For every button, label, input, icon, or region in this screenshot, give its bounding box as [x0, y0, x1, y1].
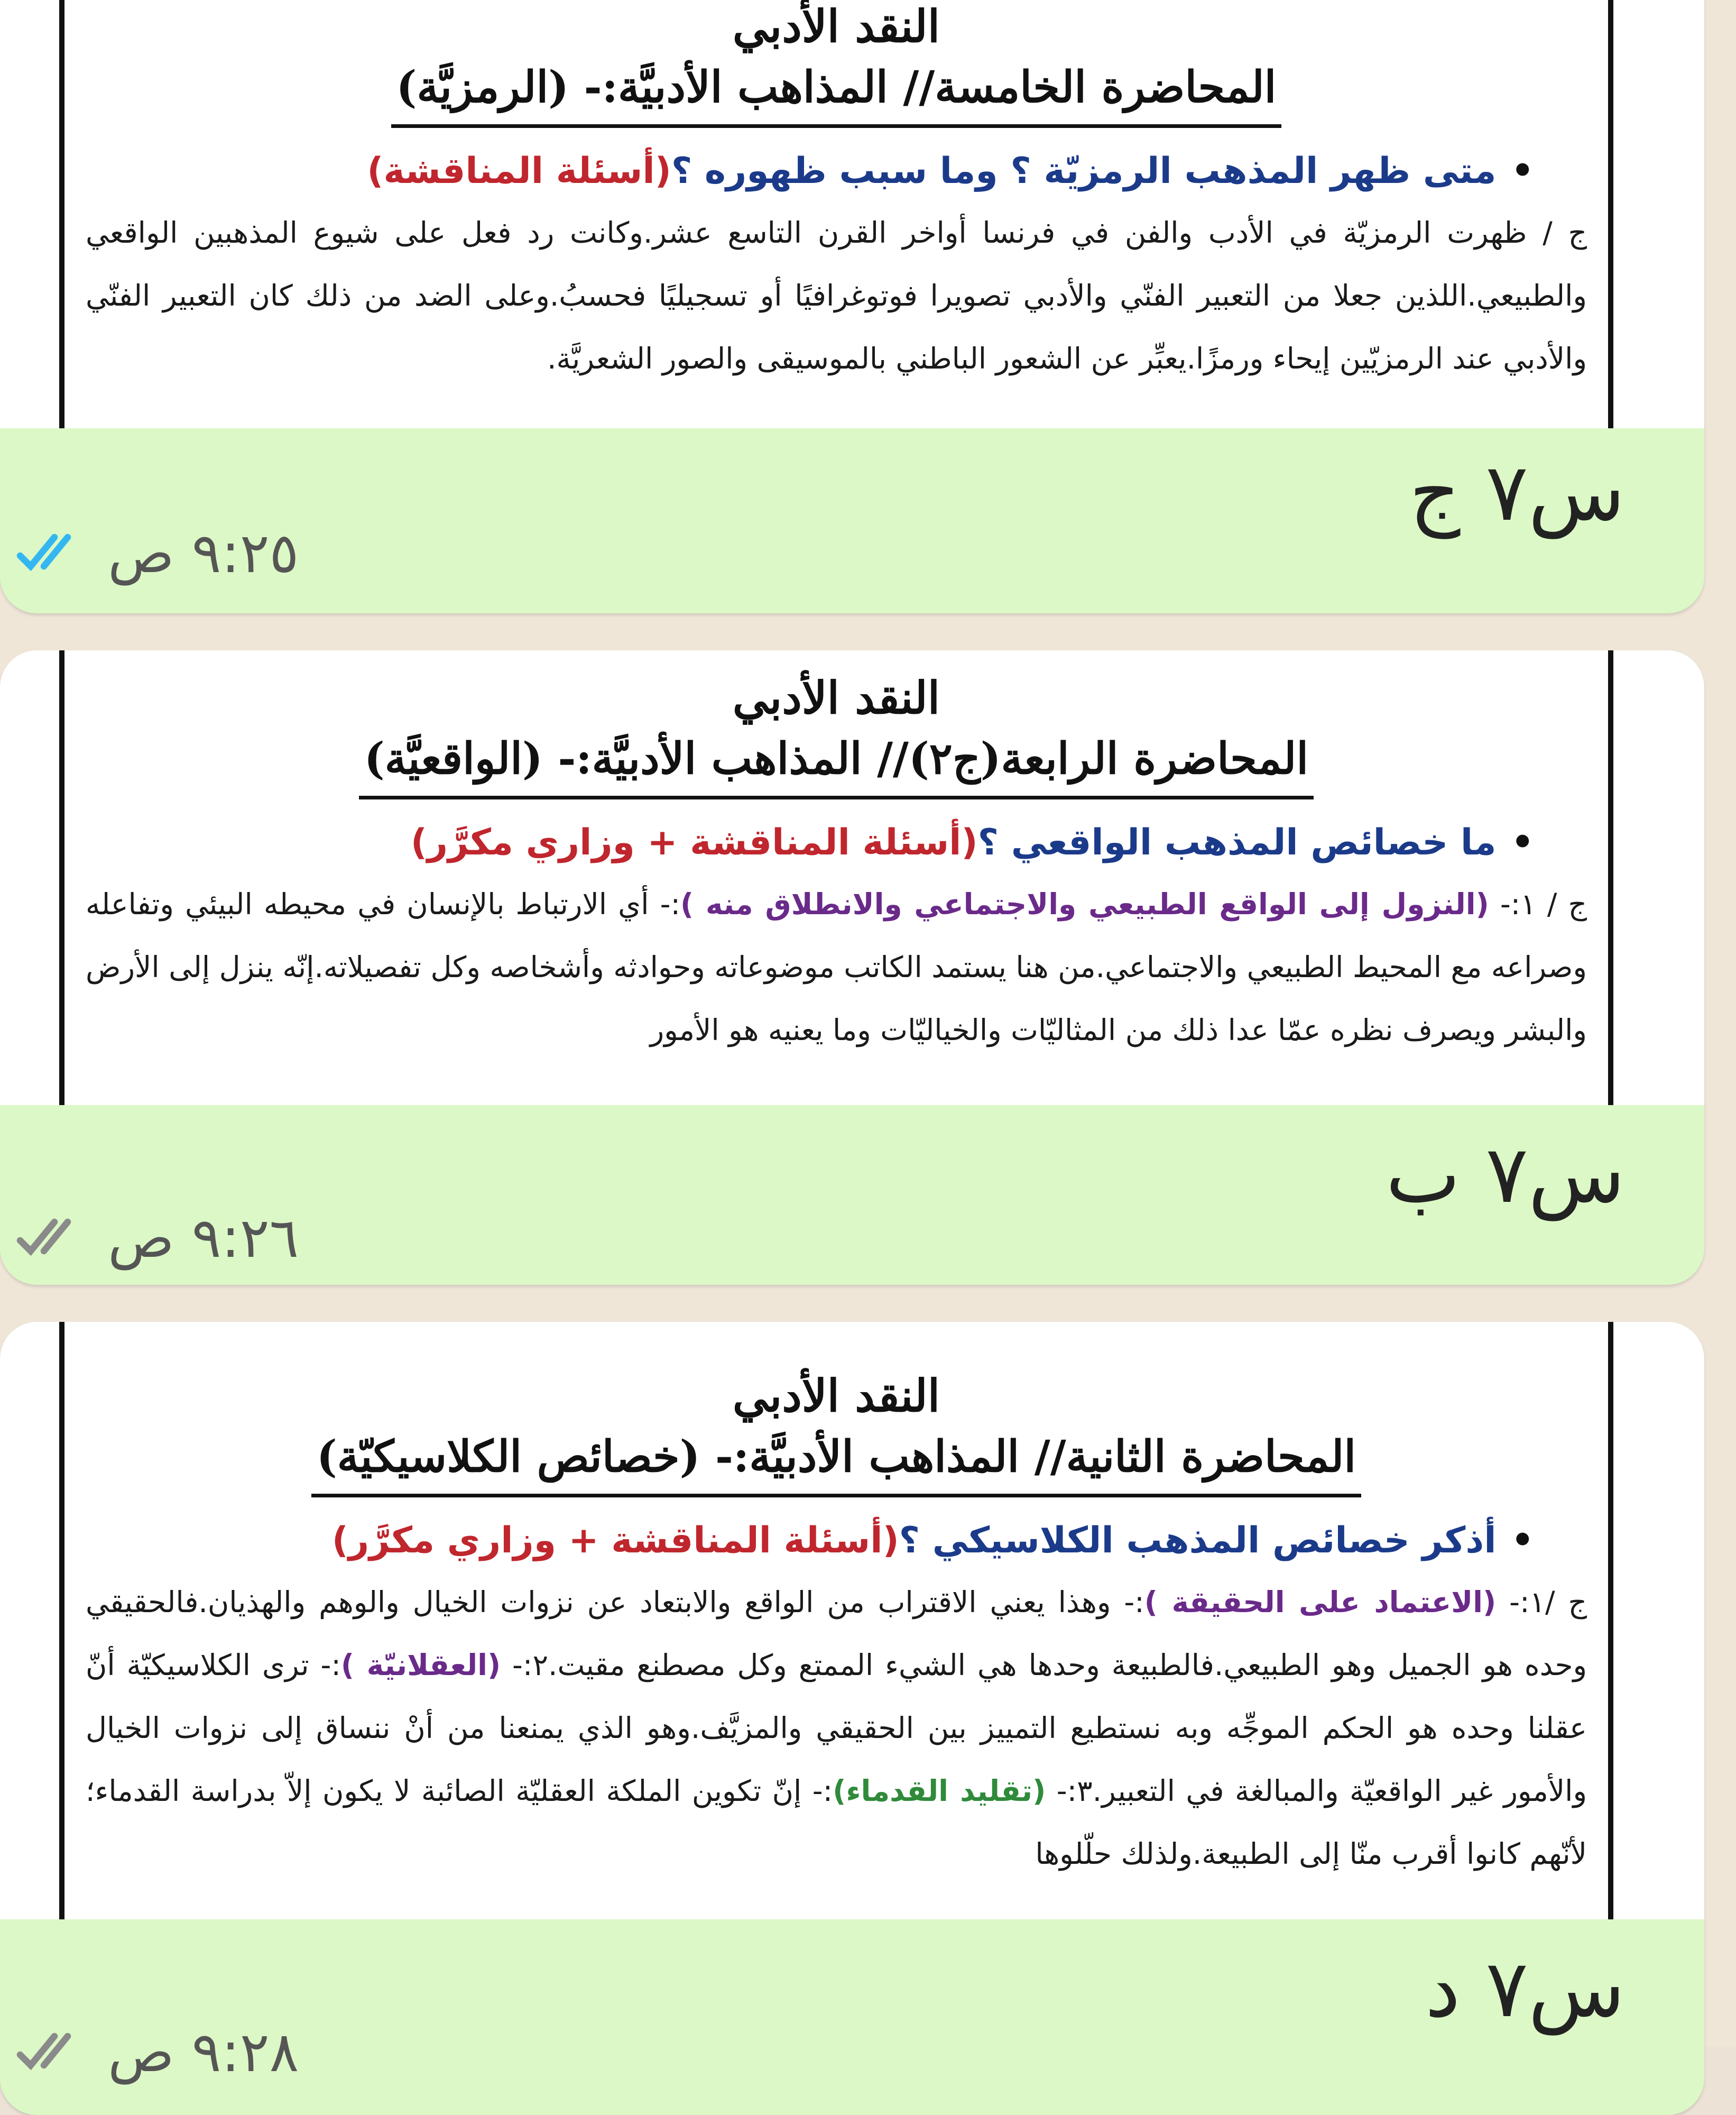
message-meta [15, 1206, 299, 1270]
answer-highlight: (تقليد القدماء) [833, 1774, 1046, 1808]
answer-highlight: (الاعتماد على الحقيقة ) [1144, 1585, 1497, 1619]
doc-answer: ج / ظهرت الرمزيّة في الأدب والفن في فرنسا أواخر القرن التاسع عشر.وكانت رد فعل على شيوع المذهبين الواقعي والطبيعي.اللذين جعلا من التعبير الفنّي والأدبي تصويرا فوتوغرافيًا أو تسجيليًا فحسبُ.وعلى الضد من ذلك كان التعبير الفنّي والأدبي عند الرمزيّين إيحاء ورمزًا.يعبِّر عن الشعور الباطني بالموسيقى والصور الشعريَّة. [86, 216, 1587, 375]
double-check-icon [15, 1217, 94, 1259]
document-page [59, 1322, 1613, 1919]
message-caption: س٧ ج [1409, 447, 1625, 539]
message-image[interactable] [0, 1322, 1704, 1919]
question-tag: (أسئلة المناقشة + وزاري مكرَّر) [331, 1520, 899, 1561]
doc-answer: ج / ١:- (النزول إلى الواقع الطبيعي والاجتماعي والانطلاق منه ):- أي الارتباط بالإنسان في محيطه البيئي وتفاعله وصراعه مع المحيط الطبيعي والاجتماعي.من هنا يستمد الكاتب موضوعاته وحوادثه وأشخاصه وكل تفصيلاته.إنّه ينزل إلى الأرض والبشر ويصرف نظره عمّا عدا ذلك من المثاليّات والخياليّات وما يعنيه هو الأمور [86, 887, 1587, 1047]
question-tag: (أسئلة المناقشة) [367, 150, 671, 192]
doc-question: •ما خصائص المذهب الواقعي ؟(أسئلة المناقشة + وزاري مكرَّر) [410, 822, 1534, 863]
bullet-icon: • [1511, 822, 1534, 863]
message-caption: س٧ ب [1386, 1129, 1625, 1221]
doc-question: •متى ظهر المذهب الرمزيّة ؟ وما سبب ظهوره ؟(أسئلة المناقشة) [367, 150, 1534, 192]
doc-title: النقد الأدبي [732, 1369, 940, 1422]
bullet-icon: • [1511, 1520, 1534, 1561]
doc-title: النقد الأدبي [732, 672, 940, 724]
double-check-read-icon [15, 532, 94, 574]
message-time: ٩:٢٨ ص [108, 2020, 299, 2084]
answer-highlight: (النزول إلى الواقع الطبيعي والاجتماعي والانطلاق منه ) [680, 887, 1489, 921]
message-time: ٩:٢٦ ص [108, 1206, 299, 1270]
bullet-icon: • [1511, 150, 1534, 192]
message-bubble[interactable] [0, 650, 1704, 1285]
document-page [59, 650, 1613, 1105]
message-bubble[interactable] [0, 1322, 1704, 2115]
message-caption: س٧ د [1425, 1943, 1625, 2035]
answer-highlight: (العقلانيّة ) [340, 1648, 501, 1682]
doc-answer: ج /١:- (الاعتماد على الحقيقة ):- وهذا يعني الاقتراب من الواقع والابتعاد عن نزوات الخيال والوهم والهذيان.فالحقيقي وحده هو الجميل وهو الطبيعي.فالطبيعة وحدها هي الشيء الممتع وكل مصطنع مقيت.٢:- (العقلانيّة ):- ترى الكلاسيكيّة أنّ عقلنا وحده هو الحكم الموجِّه وبه نستطيع التمييز بين الحقيقي والمزيَّف.وهو الذي يمنعنا من أنْ ننساق إلى نزوات الخيال والأمور غير الواقعيّة والمبالغة في التعبير.٣:- (تقليد القدماء):- إنّ تكوين الملكة العقليّة الصائبة لا يكون إلاّ بدراسة القدماء؛لأنّهم كانوا أقرب منّا إلى الطبيعة.ولذلك حلّلوها [86, 1585, 1587, 1871]
doc-subtitle: المحاضرة الخامسة// المذاهب الأدبيَّة:- (الرمزيَّة) [391, 62, 1282, 128]
question-tag: (أسئلة المناقشة + وزاري مكرَّر) [410, 822, 978, 863]
message-image[interactable] [0, 0, 1704, 428]
message-meta [15, 521, 299, 585]
doc-subtitle: المحاضرة الرابعة(ج٢)// المذاهب الأدبيَّة:- (الواقعيَّة) [359, 733, 1314, 799]
document-page [59, 0, 1613, 428]
message-image[interactable] [0, 650, 1704, 1105]
doc-question: •أذكر خصائص المذهب الكلاسيكي ؟(أسئلة المناقشة + وزاري مكرَّر) [331, 1520, 1534, 1561]
message-time: ٩:٢٥ ص [108, 521, 299, 585]
doc-subtitle: المحاضرة الثانية// المذاهب الأدبيَّة:- (خصائص الكلاسيكيّة) [311, 1431, 1361, 1497]
message-meta [15, 2020, 299, 2084]
message-bubble[interactable] [0, 0, 1704, 613]
double-check-icon [15, 2031, 94, 2073]
doc-title: النقد الأدبي [732, 0, 940, 52]
